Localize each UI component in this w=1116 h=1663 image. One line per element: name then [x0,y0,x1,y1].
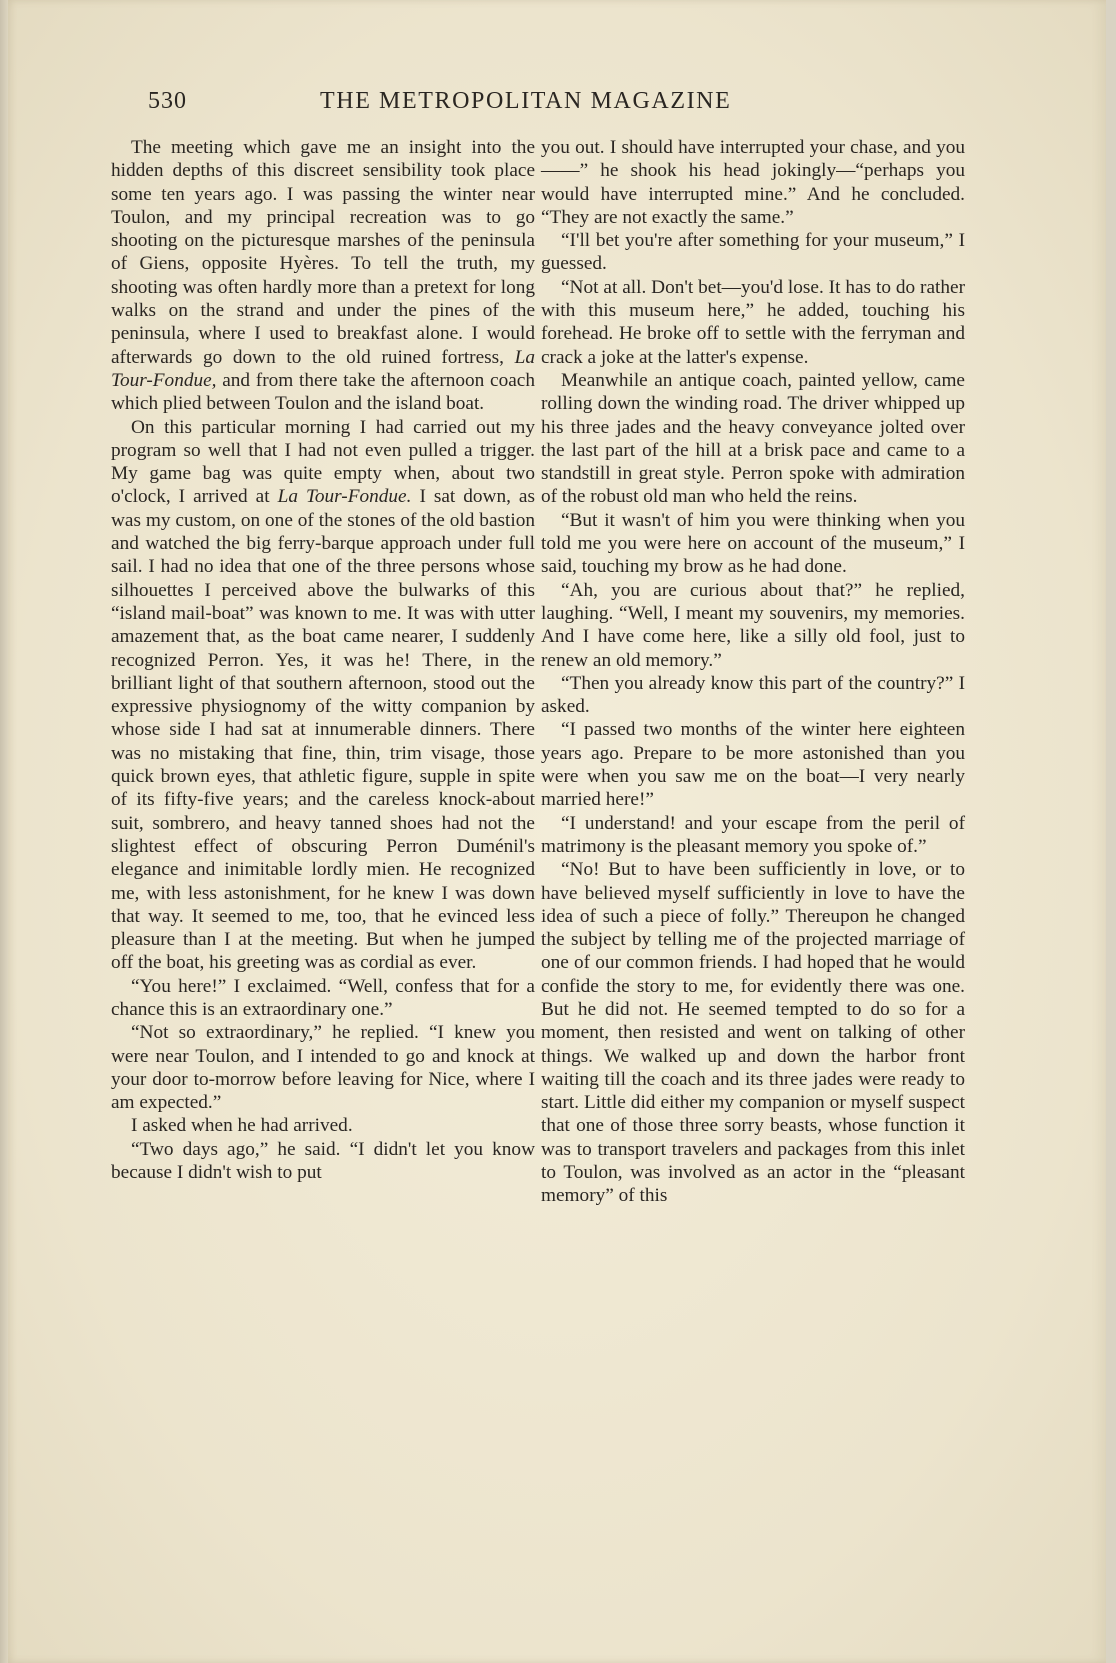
paragraph: “Two days ago,” he said. “I didn't let you know because I didn't wish to put [111,1138,535,1184]
paragraph: “I passed two months of the winter here eighteen years ago. Prepare to be more astonished than you were when you saw me on the boat—I very nearly married here!” [541,719,965,811]
paragraph [111,136,535,416]
paragraph: Meanwhile an antique coach, painted yellow, came rolling down the winding road. The driver whipped up his three jades and the heavy conveyance jolted over the last part of the hill at a brisk pace and came to a standstill in great style. Perron spoke with admiration of the robust old man who held the reins. [541,369,965,508]
paragraph-continued: you out. I should have interrupted your chase, and you——” he shook his head jokingly—“perhaps you would have interrupted mine.” And he concluded. “They are not exactly the same.” [541,137,965,228]
paragraph: “Not so extraordinary,” he replied. “I knew you were near Toulon, and I intended to go and knock at your door to-morrow before leaving for Nice, where I am expected.” [111,1022,535,1114]
page-left-edge [0,0,8,1663]
paragraph-text: and from there take the afternoon coach which plied between Toulon and the island boat. [111,369,535,415]
paragraph: “I understand! and your escape from the peril of matrimony is the pleasant memory you spoke of.” [541,812,965,857]
page-number: 530 [148,88,187,114]
paragraph: “I'll bet you're after something for your museum,” I guessed. [541,230,965,275]
running-title: THE METROPOLITAN MAGAZINE [320,88,732,114]
left-column [111,136,535,1184]
right-column [541,136,965,1208]
paragraph-text: On this particular morning I had carried out my program so well that I had not even pulled a trigger. My game bag was quite empty when, about two o'clock, I arrived at [111,416,535,508]
paragraph: “But it wasn't of him you were thinking when you told me you were here on account of the museum,” I said, touching my brow as he had done. [541,509,965,578]
paragraph: I asked when he had arrived. [131,1115,353,1137]
page-header [148,88,820,128]
paragraph-text: I sat down, as was my custom, on one of the stones of the old bastion and watched the big ferry-barque approach under full sail. I had no idea that one of the three persons whose silhouettes I perceived above the bulwarks of this “island mail-boat” was known to me. It was with utter amazement that, as the boat came nearer, I suddenly recognized Perron. Yes, it was he! There, in the brilliant light of that southern afternoon, stood out the expressive physiognomy of the witty companion by whose side I had sat at innumerable dinners. There was no mistaking that fine, thin, trim visage, those quick brown eyes, that athletic figure, supple in spite of its fifty-five years; and the careless knock-about suit, sombrero, and heavy tanned shoes had not the slightest effect of obscuring Perron Duménil's elegance and inimitable lordly mien. He recognized me, with less astonishment, for he knew I was down that way. It seemed to me, too, that he evinced less pleasure than I at the meeting. But when he jumped off the boat, his greeting was as cordial as ever. [111,486,535,974]
paragraph: “You here!” I exclaimed. “Well, confess that for a chance this is an extraordinary one.” [111,975,535,1020]
paragraph-text: The meeting which gave me an insight into the hidden depths of this discreet sensibility took place some ten years ago. I was passing the winter near Toulon, and my principal recreation was to go shooting on the picturesque marshes of the peninsula of Giens, opposite Hyères. To tell the truth, my shooting was often hardly more than a pretext for long walks on the strand and under the pines of the peninsula, where I used to breakfast alone. I would afterwards go down to the old ruined fortress, [111,137,535,368]
paragraph: “Ah, you are curious about that?” he replied, laughing. “Well, I meant my souvenirs, my memories. And I have come here, like a silly old fool, just to renew an old memory.” [541,579,965,671]
italic-title: La Tour-Fondue. [277,486,412,508]
magazine-page [8,0,1106,1663]
italic-title: La Tour-Fondue, [111,346,536,391]
paragraph: “No! But to have been sufficiently in love, or to have believed myself sufficiently in love to have the idea of such a piece of folly.” Thereupon he changed the subject by telling me of the projected marriage of one of our common friends. I had hoped that he would confide the story to me, for evidently there was one. But he did not. He seemed tempted to do so for a moment, then resisted and went on talking of other things. We walked up and down the harbor front waiting till the coach and its three jades were ready to start. Little did either my companion or myself suspect that one of those three sorry beasts, whose function it was to transport travelers and packages from this inlet to Toulon, was involved as an actor in the “pleasant memory” of this [541,859,965,1207]
paragraph: “Then you already know this part of the country?” I asked. [541,672,965,718]
paragraph [111,416,535,975]
paragraph: “Not at all. Don't bet—you'd lose. It has to do rather with this museum here,” he added, touching his forehead. He broke off to settle with the ferryman and crack a joke at the latter's expense. [541,276,965,368]
